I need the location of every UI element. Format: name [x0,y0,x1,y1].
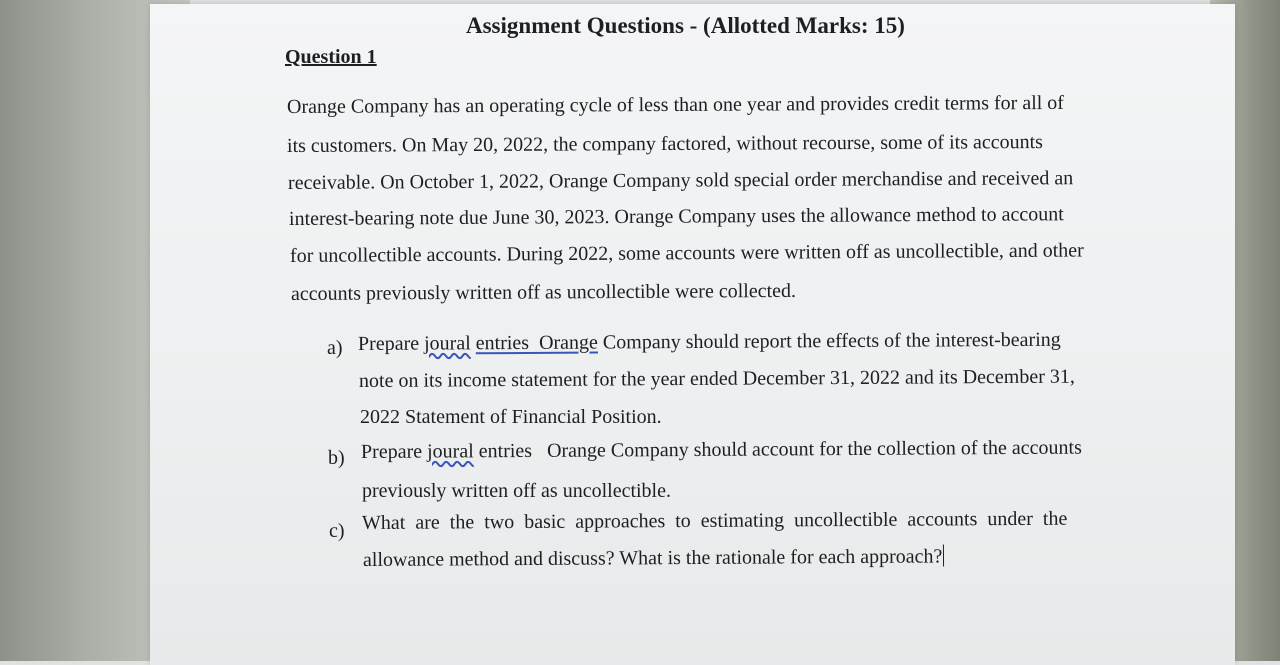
item-a-misspelled-word: joural [424,332,471,355]
item-a-line-2: note on its income statement for the year ended December 31, 2022 and its December 31, [358,365,1075,392]
paragraph-line-1: Orange Company has an operating cycle of less than one year and provides credit terms for all of [286,91,1064,118]
paragraph-line-6: accounts previously written off as uncollectible were collected. [290,279,797,305]
question-heading: Question 1 [285,46,377,68]
item-a-text-1: Prepare [357,332,425,355]
text-cursor [943,544,944,566]
item-b-text-1: Prepare [360,440,428,463]
item-b-line-2: previously written off as uncollectible. [362,480,671,502]
document-title: Assignment Questions - (Allotted Marks: 15) [466,13,905,38]
item-c-label: c) [329,520,345,542]
item-c-line-2 [363,544,945,572]
item-b-label: b) [328,447,345,469]
item-a-text-3: Company should report the effects of the interest-bearing [597,328,1061,354]
item-a-underlined-phrase: entries Orange [475,331,598,355]
paragraph-line-4: interest-bearing note due June 30, 2023. Orange Company uses the allowance method to account [288,203,1064,230]
item-b-line-1 [361,437,1082,464]
item-a-line-3: 2022 Statement of Financial Position. [360,406,662,428]
paragraph-line-3: receivable. On October 1, 2022, Orange Company sold special order merchandise and received an [287,167,1074,194]
item-a-label: a) [327,337,343,359]
item-b-text-2: entries Orange Company should account for the collection of the accounts [473,436,1082,463]
paragraph-line-2: its customers. On May 20, 2022, the company factored, without recourse, some of its accounts [286,131,1043,157]
item-c-text-2: allowance method and discuss? What is the rationale for each approach? [362,545,943,571]
paragraph-line-5: for uncollectible accounts. During 2022, some accounts were written off as uncollectible, and other [289,239,1084,267]
item-a-line-1 [358,329,1061,356]
item-b-misspelled-word: joural [427,440,474,463]
item-c-line-1: What are the two basic approaches to estimating uncollectible accounts under the [361,507,1068,534]
